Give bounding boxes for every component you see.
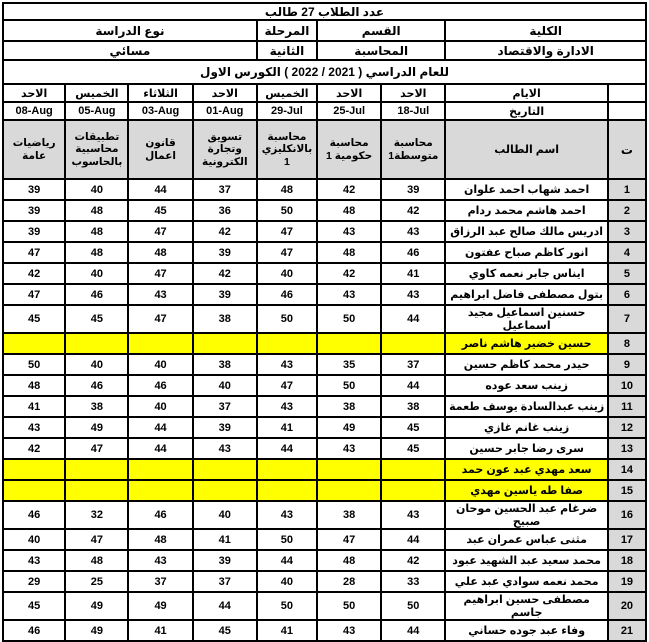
subjects-row <box>3 120 646 179</box>
title-row <box>3 3 646 20</box>
college-value: الادارة والاقتصاد <box>445 41 646 60</box>
student-name-cell[interactable]: احمد هاشم محمد ردام <box>445 200 608 221</box>
student-row <box>3 501 646 529</box>
grade-cell[interactable]: 42 <box>381 200 445 221</box>
grade-cell[interactable]: 43 <box>317 620 381 641</box>
grade-cell[interactable]: 38 <box>317 396 381 417</box>
grade-cell[interactable] <box>317 480 381 501</box>
study-type-value: مسائي <box>3 41 257 60</box>
student-row <box>3 179 646 200</box>
grade-cell[interactable] <box>381 480 445 501</box>
grade-cell[interactable]: 48 <box>317 550 381 571</box>
department-label: القسم <box>317 20 445 41</box>
student-row <box>3 438 646 459</box>
grade-cell[interactable]: 44 <box>257 550 317 571</box>
grade-cell[interactable]: 50 <box>3 354 65 375</box>
grade-cell[interactable]: 43 <box>193 438 257 459</box>
student-name-cell[interactable]: وفاء عبد جوده حساني <box>445 620 608 641</box>
student-name-cell[interactable]: ادريس مالك صالح عبد الرزاق <box>445 221 608 242</box>
grade-cell[interactable]: 49 <box>65 417 128 438</box>
student-row <box>3 242 646 263</box>
subject-header-cell: محاسبة حكومية 1 <box>317 120 381 179</box>
row-index-cell: 3 <box>608 221 646 242</box>
grade-cell[interactable]: 43 <box>317 284 381 305</box>
grade-cell[interactable] <box>193 333 257 354</box>
grade-cell[interactable] <box>257 459 317 480</box>
row-index-cell: 6 <box>608 284 646 305</box>
grade-cell[interactable]: 42 <box>381 550 445 571</box>
grade-cell[interactable]: 39 <box>193 242 257 263</box>
grade-cell[interactable]: 39 <box>193 284 257 305</box>
student-name-cell[interactable]: سعد مهدي عبد عون حمد <box>445 459 608 480</box>
grade-cell[interactable]: 43 <box>128 284 192 305</box>
index-column-header: ت <box>608 120 646 179</box>
grade-cell[interactable]: 40 <box>65 354 128 375</box>
subject-header-cell: تسويق وتجارة الكترونية <box>193 120 257 179</box>
grade-cell[interactable]: 39 <box>193 550 257 571</box>
row-index-cell: 8 <box>608 333 646 354</box>
grade-cell[interactable]: 38 <box>317 501 381 529</box>
study-type-label: نوع الدراسة <box>3 20 257 41</box>
grade-cell[interactable]: 46 <box>3 501 65 529</box>
student-name-cell[interactable]: حسنين اسماعيل مجيد اسماعيل <box>445 305 608 333</box>
grade-cell[interactable]: 44 <box>128 438 192 459</box>
student-row <box>3 221 646 242</box>
grade-cell[interactable]: 50 <box>257 592 317 620</box>
grade-cell[interactable]: 38 <box>193 305 257 333</box>
info-values-row <box>3 41 646 60</box>
row-index-cell: 2 <box>608 200 646 221</box>
grade-cell[interactable]: 44 <box>381 620 445 641</box>
grade-cell[interactable]: 47 <box>128 221 192 242</box>
row-index-cell: 16 <box>608 501 646 529</box>
grade-cell[interactable]: 44 <box>128 179 192 200</box>
grade-cell[interactable]: 48 <box>317 242 381 263</box>
grade-cell[interactable]: 47 <box>3 242 65 263</box>
row-index-cell: 10 <box>608 375 646 396</box>
grade-cell[interactable]: 42 <box>317 263 381 284</box>
grade-cell[interactable]: 45 <box>3 592 65 620</box>
grade-cell[interactable]: 47 <box>65 438 128 459</box>
date-cell: 03-Aug <box>128 102 192 120</box>
grade-cell[interactable]: 44 <box>381 529 445 550</box>
student-count-title: عدد الطلاب 27 طالب <box>3 3 646 20</box>
grade-cell[interactable]: 41 <box>193 529 257 550</box>
grade-cell[interactable]: 37 <box>193 396 257 417</box>
day-cell: الاحد <box>3 84 65 102</box>
grade-cell[interactable]: 41 <box>381 263 445 284</box>
college-label: الكلية <box>445 20 646 41</box>
dates-label: التاريخ <box>445 102 608 120</box>
grade-cell[interactable]: 44 <box>381 305 445 333</box>
date-cell: 01-Aug <box>193 102 257 120</box>
row-index-cell: 13 <box>608 438 646 459</box>
grade-cell[interactable]: 47 <box>257 375 317 396</box>
year-row <box>3 60 646 84</box>
student-name-cell[interactable]: حسين خضير هاشم ناصر <box>445 333 608 354</box>
grade-cell[interactable]: 45 <box>128 200 192 221</box>
grade-cell[interactable]: 49 <box>65 592 128 620</box>
student-row <box>3 480 646 501</box>
row-index-cell: 17 <box>608 529 646 550</box>
grade-cell[interactable]: 37 <box>128 571 192 592</box>
grade-cell[interactable]: 43 <box>257 354 317 375</box>
grade-cell[interactable]: 40 <box>3 529 65 550</box>
student-row <box>3 375 646 396</box>
grade-cell[interactable]: 45 <box>65 305 128 333</box>
grade-cell[interactable]: 48 <box>65 200 128 221</box>
grade-cell[interactable] <box>257 333 317 354</box>
student-row <box>3 284 646 305</box>
day-cell: الخميس <box>65 84 128 102</box>
student-name-cell[interactable]: زينب غانم غازي <box>445 417 608 438</box>
grade-cell[interactable]: 39 <box>3 179 65 200</box>
grade-cell[interactable]: 43 <box>3 550 65 571</box>
grade-cell[interactable]: 43 <box>128 550 192 571</box>
grade-cell[interactable]: 46 <box>381 242 445 263</box>
grade-cell[interactable]: 37 <box>193 179 257 200</box>
grade-cell[interactable]: 40 <box>193 501 257 529</box>
grade-cell[interactable]: 46 <box>128 375 192 396</box>
grade-cell[interactable]: 42 <box>3 438 65 459</box>
row-index-cell: 15 <box>608 480 646 501</box>
grade-cell[interactable]: 40 <box>193 375 257 396</box>
corner-cell <box>608 102 646 120</box>
row-index-cell: 21 <box>608 620 646 641</box>
row-index-cell: 1 <box>608 179 646 200</box>
grade-cell[interactable] <box>3 459 65 480</box>
grade-cell[interactable]: 48 <box>317 200 381 221</box>
grade-cell[interactable] <box>65 459 128 480</box>
grade-cell[interactable]: 41 <box>257 620 317 641</box>
students-body <box>3 179 646 641</box>
grade-cell[interactable] <box>381 459 445 480</box>
grade-cell[interactable]: 40 <box>128 354 192 375</box>
student-name-cell[interactable]: ضرغام عبد الحسين موحان صبيح <box>445 501 608 529</box>
grade-cell[interactable]: 47 <box>128 305 192 333</box>
grade-cell[interactable]: 47 <box>257 221 317 242</box>
student-row <box>3 417 646 438</box>
grade-cell[interactable]: 39 <box>3 221 65 242</box>
row-index-cell: 20 <box>608 592 646 620</box>
grade-cell[interactable]: 47 <box>317 529 381 550</box>
grade-cell[interactable] <box>317 333 381 354</box>
grade-cell[interactable] <box>128 459 192 480</box>
days-row <box>3 84 646 102</box>
academic-year-title: للعام الدراسي ( 2021 / 2022 ) الكورس الاول <box>3 60 646 84</box>
grade-cell[interactable]: 41 <box>128 620 192 641</box>
subject-header-cell: رياضيات عامة <box>3 120 65 179</box>
date-cell: 29-Jul <box>257 102 317 120</box>
student-name-cell[interactable]: زينب عبدالسادة يوسف طعمة <box>445 396 608 417</box>
grade-cell[interactable] <box>193 459 257 480</box>
day-cell: الخميس <box>257 84 317 102</box>
student-row <box>3 459 646 480</box>
grade-cell[interactable] <box>128 480 192 501</box>
grade-cell[interactable]: 45 <box>381 438 445 459</box>
student-name-cell[interactable]: زينب سعد عوده <box>445 375 608 396</box>
row-index-cell: 4 <box>608 242 646 263</box>
student-row <box>3 263 646 284</box>
grade-cell[interactable]: 38 <box>381 396 445 417</box>
day-cell: الثلاثاء <box>128 84 192 102</box>
student-row <box>3 620 646 641</box>
day-cell: الاحد <box>317 84 381 102</box>
grade-cell[interactable]: 43 <box>381 284 445 305</box>
grade-cell[interactable]: 49 <box>317 417 381 438</box>
grade-cell[interactable] <box>65 333 128 354</box>
row-index-cell: 5 <box>608 263 646 284</box>
student-name-cell[interactable]: حيدر محمد كاظم حسين <box>445 354 608 375</box>
grade-cell[interactable]: 40 <box>257 571 317 592</box>
grade-cell[interactable]: 46 <box>65 284 128 305</box>
grade-cell[interactable]: 38 <box>65 396 128 417</box>
grade-cell[interactable]: 33 <box>381 571 445 592</box>
stage-value: الثانية <box>257 41 317 60</box>
grade-cell[interactable]: 47 <box>257 242 317 263</box>
grade-cell[interactable]: 48 <box>3 375 65 396</box>
grade-cell[interactable]: 37 <box>193 571 257 592</box>
grade-cell[interactable]: 47 <box>65 529 128 550</box>
grade-cell[interactable]: 44 <box>381 375 445 396</box>
grade-cell[interactable]: 50 <box>257 529 317 550</box>
grade-cell[interactable]: 43 <box>381 221 445 242</box>
grade-cell[interactable]: 40 <box>65 179 128 200</box>
grade-cell[interactable] <box>257 480 317 501</box>
grade-cell[interactable]: 35 <box>317 354 381 375</box>
grade-cell[interactable] <box>317 459 381 480</box>
row-index-cell: 11 <box>608 396 646 417</box>
grade-cell[interactable]: 50 <box>257 305 317 333</box>
grade-cell[interactable]: 50 <box>317 305 381 333</box>
date-cell: 25-Jul <box>317 102 381 120</box>
subject-header-cell: تطبيقات محاسبية بالحاسوب <box>65 120 128 179</box>
date-cell: 05-Aug <box>65 102 128 120</box>
student-row <box>3 571 646 592</box>
grade-cell[interactable]: 48 <box>65 221 128 242</box>
grade-cell[interactable]: 25 <box>65 571 128 592</box>
grade-cell[interactable] <box>3 480 65 501</box>
grade-cell[interactable]: 43 <box>317 221 381 242</box>
stage-label: المرحلة <box>257 20 317 41</box>
student-name-cell[interactable]: احمد شهاب احمد علوان <box>445 179 608 200</box>
grade-cell[interactable] <box>193 480 257 501</box>
dates-row <box>3 102 646 120</box>
student-row <box>3 354 646 375</box>
day-cell: الاحد <box>193 84 257 102</box>
grade-cell[interactable]: 43 <box>257 501 317 529</box>
student-name-cell[interactable]: محمد سعيد عبد الشهيد عبود <box>445 550 608 571</box>
grade-cell[interactable]: 50 <box>381 592 445 620</box>
days-label: الايام <box>445 84 608 102</box>
info-labels-row <box>3 20 646 41</box>
grade-cell[interactable]: 46 <box>128 501 192 529</box>
row-index-cell: 19 <box>608 571 646 592</box>
grade-cell[interactable]: 39 <box>3 200 65 221</box>
grade-cell[interactable]: 50 <box>317 375 381 396</box>
grade-cell[interactable]: 47 <box>3 284 65 305</box>
student-name-cell[interactable]: سرى رضا جابر حسين <box>445 438 608 459</box>
grade-cell[interactable]: 44 <box>128 417 192 438</box>
grade-cell[interactable]: 43 <box>381 501 445 529</box>
grade-cell[interactable]: 44 <box>257 438 317 459</box>
grade-cell[interactable]: 36 <box>193 200 257 221</box>
grade-cell[interactable] <box>381 333 445 354</box>
student-name-cell[interactable]: صفا طه ياسين مهدي <box>445 480 608 501</box>
grade-cell[interactable]: 46 <box>3 620 65 641</box>
student-row <box>3 333 646 354</box>
grade-cell[interactable]: 28 <box>317 571 381 592</box>
grade-cell[interactable]: 37 <box>381 354 445 375</box>
grade-cell[interactable]: 43 <box>317 438 381 459</box>
grade-cell[interactable]: 40 <box>257 263 317 284</box>
grade-cell[interactable]: 48 <box>65 550 128 571</box>
row-index-cell: 9 <box>608 354 646 375</box>
department-value: المحاسبة <box>317 41 445 60</box>
grade-cell[interactable]: 48 <box>128 242 192 263</box>
grade-cell[interactable]: 39 <box>193 417 257 438</box>
grade-cell[interactable]: 41 <box>3 396 65 417</box>
student-name-cell[interactable]: انور كاظم صباح عفتون <box>445 242 608 263</box>
student-row <box>3 305 646 333</box>
student-name-cell[interactable]: مثنى عباس عمران عبد <box>445 529 608 550</box>
student-name-cell[interactable]: ايناس جابر نعمه كاوي <box>445 263 608 284</box>
subject-header-cell: قانون اعمال <box>128 120 192 179</box>
grade-cell[interactable]: 45 <box>381 417 445 438</box>
grade-cell[interactable] <box>128 333 192 354</box>
grade-cell[interactable]: 32 <box>65 501 128 529</box>
grade-cell[interactable]: 48 <box>65 242 128 263</box>
student-row <box>3 529 646 550</box>
row-index-cell: 7 <box>608 305 646 333</box>
student-row <box>3 200 646 221</box>
grade-cell[interactable]: 46 <box>257 284 317 305</box>
row-index-cell: 12 <box>608 417 646 438</box>
grade-cell[interactable]: 40 <box>65 263 128 284</box>
grade-cell[interactable]: 44 <box>193 592 257 620</box>
grade-cell[interactable]: 46 <box>65 375 128 396</box>
student-row <box>3 550 646 571</box>
grade-cell[interactable]: 41 <box>257 417 317 438</box>
grade-cell[interactable]: 49 <box>128 592 192 620</box>
date-cell: 08-Aug <box>3 102 65 120</box>
grade-cell[interactable]: 48 <box>128 529 192 550</box>
grade-cell[interactable]: 43 <box>257 396 317 417</box>
grade-cell[interactable]: 42 <box>317 179 381 200</box>
grade-cell[interactable] <box>3 333 65 354</box>
corner-cell <box>608 84 646 102</box>
grade-cell[interactable]: 45 <box>3 305 65 333</box>
row-index-cell: 18 <box>608 550 646 571</box>
grade-cell[interactable]: 42 <box>3 263 65 284</box>
student-row <box>3 592 646 620</box>
student-name-column-header: اسم الطالب <box>445 120 608 179</box>
student-row <box>3 396 646 417</box>
grade-cell[interactable]: 38 <box>193 354 257 375</box>
grade-cell[interactable]: 39 <box>381 179 445 200</box>
grade-cell[interactable]: 49 <box>65 620 128 641</box>
grade-cell[interactable]: 48 <box>257 179 317 200</box>
grade-cell[interactable]: 45 <box>193 620 257 641</box>
student-name-cell[interactable]: مصطفى حسين ابراهيم جاسم <box>445 592 608 620</box>
subject-header-cell: محاسبة متوسطة1 <box>381 120 445 179</box>
grade-cell[interactable]: 42 <box>193 263 257 284</box>
grade-cell[interactable]: 42 <box>193 221 257 242</box>
grade-cell[interactable]: 40 <box>128 396 192 417</box>
subject-header-cell: محاسبة بالانكليزي 1 <box>257 120 317 179</box>
date-cell: 18-Jul <box>381 102 445 120</box>
row-index-cell: 14 <box>608 459 646 480</box>
grades-sheet <box>2 2 647 642</box>
day-cell: الاحد <box>381 84 445 102</box>
student-name-cell[interactable]: بتول مصطفى فاضل ابراهيم <box>445 284 608 305</box>
grade-cell[interactable]: 43 <box>3 417 65 438</box>
grade-cell[interactable]: 29 <box>3 571 65 592</box>
student-name-cell[interactable]: محمد نعمه سوادي عبد علي <box>445 571 608 592</box>
grade-cell[interactable]: 47 <box>128 263 192 284</box>
grade-cell[interactable] <box>65 480 128 501</box>
grade-cell[interactable]: 50 <box>257 200 317 221</box>
grade-cell[interactable]: 50 <box>317 592 381 620</box>
